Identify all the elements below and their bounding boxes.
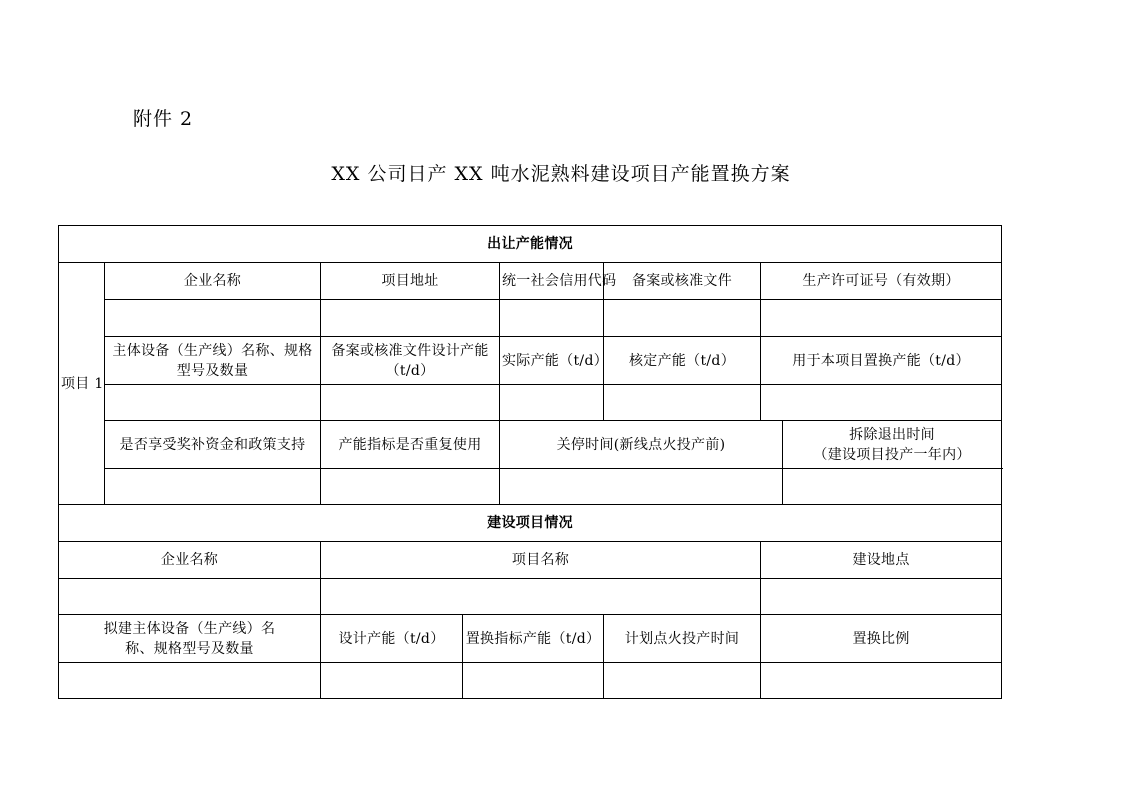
transfer-cell-filing-document[interactable] <box>604 300 761 337</box>
transfer-header-filing-document: 备案或核准文件 <box>604 263 761 300</box>
construction-cell-project-name[interactable] <box>321 579 761 615</box>
construction-header-index-capacity: 置换指标产能（t/d） <box>463 615 604 663</box>
construction-cell-design-capacity[interactable] <box>321 663 463 699</box>
demolition-line-1: 拆除退出时间 <box>849 426 935 443</box>
construction-header-location: 建设地点 <box>761 542 1002 579</box>
transfer-header-shutdown-time: 关停时间(新线点火投产前) <box>500 421 783 469</box>
attachment-label: 附件 2 <box>133 108 194 130</box>
construction-cell-company-name[interactable] <box>59 579 321 615</box>
transfer-header-approved-capacity: 核定产能（t/d） <box>604 337 761 385</box>
transfer-header-designed-capacity: 备案或核准文件设计产能（t/d） <box>321 337 500 385</box>
transfer-cell-designed-capacity[interactable] <box>321 385 500 421</box>
construction-cell-index-capacity[interactable] <box>463 663 604 699</box>
construction-cell-location[interactable] <box>761 579 1002 615</box>
transfer-header-demolition-time <box>783 421 1002 469</box>
transfer-cell-replacement-capacity[interactable] <box>761 385 1002 421</box>
construction-cell-ignition-time[interactable] <box>604 663 761 699</box>
transfer-cell-production-license[interactable] <box>761 300 1002 337</box>
construction-section-title: 建设项目情况 <box>59 505 1002 542</box>
construction-header-ratio: 置换比例 <box>761 615 1002 663</box>
demolition-line-2: （建设项目投产一年内） <box>813 446 971 463</box>
transfer-header-project-address: 项目地址 <box>321 263 500 300</box>
transfer-cell-subsidy[interactable] <box>105 469 321 505</box>
transfer-header-credit-code: 统一社会信用代码 <box>500 263 604 300</box>
construction-header-design-capacity: 设计产能（t/d） <box>321 615 463 663</box>
transfer-cell-company-name[interactable] <box>105 300 321 337</box>
document-title: XX 公司日产 XX 吨水泥熟料建设项目产能置换方案 <box>331 163 791 185</box>
capacity-replacement-table <box>58 225 1002 699</box>
construction-header-equipment: 拟建主体设备（生产线）名称、规格型号及数量 <box>59 615 321 663</box>
construction-header-company-name: 企业名称 <box>59 542 321 579</box>
transfer-header-replacement-capacity: 用于本项目置换产能（t/d） <box>761 337 1002 385</box>
project-1-label: 项目 1 <box>59 263 105 505</box>
transfer-cell-actual-capacity[interactable] <box>500 385 604 421</box>
transfer-cell-equipment[interactable] <box>105 385 321 421</box>
transfer-cell-shutdown-time[interactable] <box>500 469 783 505</box>
transfer-header-subsidy: 是否享受奖补资金和政策支持 <box>105 421 321 469</box>
transfer-header-production-license: 生产许可证号（有效期） <box>761 263 1002 300</box>
construction-cell-equipment[interactable] <box>59 663 321 699</box>
transfer-cell-credit-code[interactable] <box>500 300 604 337</box>
transfer-header-actual-capacity: 实际产能（t/d） <box>500 337 604 385</box>
transfer-header-company-name: 企业名称 <box>105 263 321 300</box>
construction-header-project-name: 项目名称 <box>321 542 761 579</box>
transfer-cell-project-address[interactable] <box>321 300 500 337</box>
construction-header-ignition-time: 计划点火投产时间 <box>604 615 761 663</box>
transfer-cell-reuse[interactable] <box>321 469 500 505</box>
transfer-header-equipment: 主体设备（生产线）名称、规格型号及数量 <box>105 337 321 385</box>
construction-cell-ratio[interactable] <box>761 663 1002 699</box>
transfer-cell-approved-capacity[interactable] <box>604 385 761 421</box>
transfer-section-title: 出让产能情况 <box>59 226 1002 263</box>
transfer-header-reuse: 产能指标是否重复使用 <box>321 421 500 469</box>
transfer-cell-demolition-time[interactable] <box>783 469 1002 505</box>
